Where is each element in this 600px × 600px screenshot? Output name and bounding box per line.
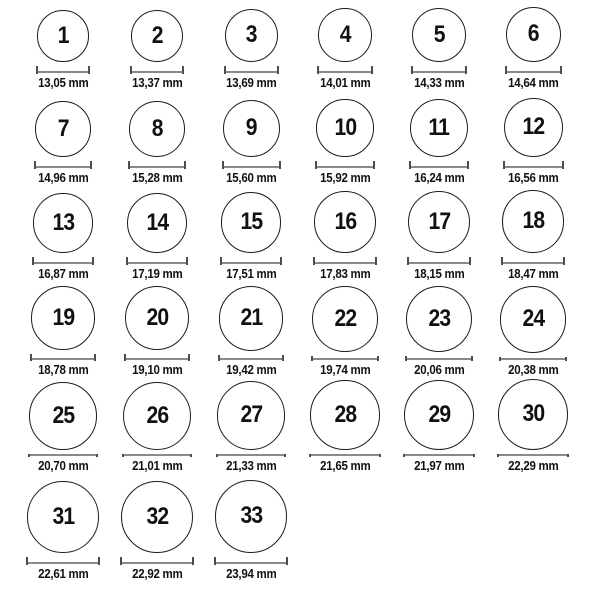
ring-size-cell: [110, 478, 204, 600]
diameter-label: 16,56 mm: [507, 170, 559, 185]
diameter-ruler-line: [319, 71, 371, 73]
diameter-label: 13,37 mm: [131, 75, 183, 90]
diameter-ruler-line: [38, 71, 88, 73]
diameter-label: 21,33 mm: [225, 458, 277, 473]
ring-size-number: 28: [334, 400, 356, 428]
diameter-ruler: [311, 356, 379, 361]
ring-size-cell: [486, 95, 580, 190]
ring-size-number: 14: [146, 208, 168, 236]
ring-circle: [408, 191, 470, 253]
diameter-ruler-line: [503, 262, 564, 264]
ring-circle: [412, 8, 466, 62]
diameter-ruler: [317, 66, 373, 74]
diameter-label: 14,64 mm: [507, 75, 559, 90]
ring-circle: [314, 191, 376, 253]
ring-size-cell: [486, 286, 580, 382]
ring-size-cell: [392, 382, 486, 478]
diameter-label: 13,69 mm: [225, 75, 277, 90]
diameter-ruler: [130, 66, 184, 74]
diameter-label: 22,29 mm: [507, 458, 559, 473]
diameter-ruler: [505, 66, 562, 74]
diameter-ruler: [503, 161, 564, 169]
diameter-label: 17,19 mm: [131, 266, 183, 281]
ring-circle: [498, 379, 569, 450]
diameter-ruler-line: [501, 358, 566, 360]
ring-size-number: 20: [146, 304, 168, 331]
diameter-ruler-line: [218, 454, 285, 456]
ring-size-number: 27: [240, 401, 262, 429]
ring-circle: [33, 193, 93, 253]
diameter-label: 16,24 mm: [413, 170, 465, 185]
diameter-ruler: [128, 161, 186, 169]
diameter-ruler: [409, 161, 469, 169]
diameter-ruler-line: [36, 166, 90, 168]
ring-size-number: 15: [240, 208, 262, 236]
diameter-ruler-line: [30, 454, 96, 456]
diameter-ruler: [36, 66, 90, 74]
ring-size-cell: [204, 0, 298, 95]
ring-circle: [125, 286, 189, 350]
ring-size-number: 18: [522, 207, 544, 235]
diameter-label: 14,33 mm: [413, 75, 465, 90]
diameter-ruler-line: [413, 71, 465, 73]
diameter-ruler: [32, 257, 94, 265]
ring-size-number: 23: [428, 305, 450, 332]
diameter-label: 15,60 mm: [225, 170, 277, 185]
ring-circle: [225, 9, 278, 62]
ring-size-number: 29: [428, 400, 450, 428]
diameter-label: 18,47 mm: [507, 266, 559, 281]
ring-size-cell: [204, 95, 298, 190]
diameter-ruler-line: [132, 71, 182, 73]
diameter-label: 20,38 mm: [507, 362, 559, 377]
diameter-ruler-line: [222, 262, 281, 264]
ring-circle: [127, 193, 187, 253]
ring-size-number: 30: [522, 400, 544, 428]
ring-size-number: 24: [522, 305, 544, 333]
ring-circle: [506, 7, 561, 62]
diameter-label: 19,42 mm: [225, 362, 277, 377]
ring-size-number: 12: [522, 113, 544, 141]
diameter-ruler-line: [505, 166, 562, 168]
diameter-ruler: [26, 557, 100, 565]
ring-size-cell: [392, 0, 486, 95]
ring-size-number: 22: [334, 304, 356, 332]
diameter-ruler-line: [405, 454, 473, 456]
ring-size-number: 8: [151, 114, 163, 142]
diameter-ruler: [499, 357, 568, 361]
diameter-ruler-line: [411, 166, 467, 168]
ring-size-number: 7: [57, 114, 69, 142]
diameter-ruler-line: [128, 262, 186, 264]
ring-size-cell: [110, 95, 204, 190]
ring-size-cell: [16, 95, 110, 190]
diameter-ruler-line: [407, 358, 471, 360]
ring-size-cell: [486, 0, 580, 95]
diameter-ruler-line: [499, 454, 568, 456]
ring-circle: [217, 381, 286, 450]
diameter-ruler-line: [311, 454, 379, 456]
ring-circle: [31, 286, 95, 350]
ring-size-number: 2: [151, 21, 163, 49]
ring-size-cell: [298, 0, 392, 95]
diameter-ruler: [501, 257, 566, 265]
ring-circle: [219, 286, 284, 351]
ring-size-number: 21: [240, 304, 262, 332]
diameter-label: 22,61 mm: [37, 566, 89, 581]
diameter-ruler: [407, 257, 471, 265]
diameter-label: 19,74 mm: [319, 362, 371, 377]
ring-circle: [504, 98, 563, 157]
diameter-ruler-line: [122, 562, 192, 564]
ring-size-cell: [204, 478, 298, 600]
ring-circle: [29, 382, 97, 450]
ring-size-cell: [298, 190, 392, 286]
diameter-ruler: [28, 454, 98, 457]
ring-size-cell: [298, 95, 392, 190]
diameter-label: 18,15 mm: [413, 266, 465, 281]
diameter-label: 23,94 mm: [225, 566, 277, 581]
diameter-ruler-line: [126, 358, 188, 360]
ring-size-number: 10: [334, 113, 356, 141]
ring-circle: [35, 101, 91, 157]
ring-size-cell: [110, 190, 204, 286]
diameter-label: 13,05 mm: [37, 75, 89, 90]
diameter-label: 21,65 mm: [319, 458, 371, 473]
diameter-ruler: [122, 454, 192, 457]
diameter-ruler: [216, 454, 287, 457]
ring-size-cell: [298, 286, 392, 382]
diameter-label: 14,96 mm: [37, 170, 89, 185]
ring-size-cell: [392, 286, 486, 382]
ring-size-number: 16: [334, 207, 356, 235]
ring-size-number: 32: [146, 502, 168, 530]
ring-size-number: 6: [527, 20, 539, 48]
diameter-ruler: [315, 161, 375, 169]
ring-size-cell: [16, 382, 110, 478]
diameter-label: 17,51 mm: [225, 266, 277, 281]
ring-size-cell: [204, 382, 298, 478]
diameter-ruler-line: [32, 358, 94, 360]
diameter-label: 14,01 mm: [319, 75, 371, 90]
diameter-ruler-line: [507, 71, 560, 73]
ring-size-cell: [16, 478, 110, 600]
ring-size-number: 5: [433, 20, 445, 48]
ring-size-cell: [486, 190, 580, 286]
ring-circle: [316, 99, 374, 157]
diameter-ruler: [218, 355, 285, 361]
ring-circle: [223, 100, 280, 157]
ring-size-number: 3: [245, 21, 257, 49]
diameter-ruler: [214, 557, 289, 565]
diameter-ruler-line: [124, 454, 190, 456]
ring-circle: [215, 480, 288, 553]
diameter-ruler: [405, 356, 473, 361]
diameter-ruler-line: [216, 562, 287, 564]
diameter-ruler: [30, 354, 96, 361]
diameter-ruler: [224, 66, 279, 74]
ring-size-cell: [392, 95, 486, 190]
ring-size-cell: [16, 286, 110, 382]
diameter-label: 21,01 mm: [131, 458, 183, 473]
diameter-ruler: [222, 161, 281, 169]
ring-size-cell: [486, 382, 580, 478]
ring-size-cell: [204, 190, 298, 286]
diameter-label: 22,92 mm: [131, 566, 183, 581]
diameter-label: 20,70 mm: [37, 458, 89, 473]
diameter-ruler: [220, 257, 283, 265]
ring-size-cell: [110, 382, 204, 478]
diameter-ruler: [34, 161, 92, 169]
diameter-ruler: [126, 257, 188, 265]
diameter-ruler: [411, 66, 467, 74]
ring-circle: [406, 286, 472, 352]
diameter-ruler: [124, 354, 190, 361]
diameter-ruler-line: [28, 562, 98, 564]
diameter-ruler: [497, 454, 570, 457]
diameter-ruler: [403, 454, 475, 457]
ring-size-cell: [392, 190, 486, 286]
diameter-label: 16,87 mm: [37, 266, 89, 281]
diameter-label: 15,92 mm: [319, 170, 371, 185]
diameter-ruler-line: [130, 166, 184, 168]
diameter-ruler-line: [409, 262, 469, 264]
diameter-ruler-line: [220, 358, 283, 360]
ring-size-cell: [298, 382, 392, 478]
diameter-label: 21,97 mm: [413, 458, 465, 473]
diameter-label: 15,28 mm: [131, 170, 183, 185]
diameter-ruler-line: [317, 166, 373, 168]
diameter-ruler-line: [34, 262, 92, 264]
ring-size-number: 13: [52, 208, 74, 236]
ring-size-number: 9: [245, 114, 257, 142]
ring-circle: [123, 382, 191, 450]
ring-circle: [221, 192, 282, 253]
ring-circle: [312, 286, 378, 352]
diameter-ruler: [313, 257, 377, 265]
ring-size-number: 26: [146, 401, 168, 429]
diameter-ruler-line: [313, 358, 377, 360]
ring-circle: [131, 10, 183, 62]
ring-circle: [37, 10, 89, 62]
ring-circle: [129, 101, 185, 157]
ring-size-number: 17: [428, 207, 450, 235]
ring-circle: [502, 190, 565, 253]
ring-size-cell: [204, 286, 298, 382]
ring-circle: [410, 99, 468, 157]
ring-circle: [500, 286, 567, 353]
ring-circle: [121, 481, 193, 553]
diameter-ruler-line: [226, 71, 277, 73]
ring-size-number: 4: [339, 20, 351, 48]
ring-size-number: 25: [52, 401, 74, 429]
ring-size-cell: [16, 0, 110, 95]
ring-circle: [27, 481, 99, 553]
diameter-label: 18,78 mm: [37, 362, 89, 377]
ring-size-cell: [16, 190, 110, 286]
ring-size-number: 31: [52, 502, 74, 530]
diameter-ruler: [309, 454, 381, 457]
diameter-label: 20,06 mm: [413, 362, 465, 377]
ring-size-number: 33: [240, 502, 262, 530]
ring-size-cell: [110, 286, 204, 382]
diameter-label: 17,83 mm: [319, 266, 371, 281]
ring-size-number: 1: [57, 21, 69, 49]
ring-size-number: 19: [52, 303, 74, 331]
ring-size-cell: [110, 0, 204, 95]
ring-circle: [404, 380, 474, 450]
diameter-label: 19,10 mm: [131, 362, 183, 377]
ring-circle: [310, 380, 380, 450]
diameter-ruler-line: [224, 166, 279, 168]
ring-size-number: 11: [428, 113, 450, 141]
diameter-ruler: [120, 557, 194, 565]
diameter-ruler-line: [315, 262, 375, 264]
ring-circle: [318, 8, 372, 62]
